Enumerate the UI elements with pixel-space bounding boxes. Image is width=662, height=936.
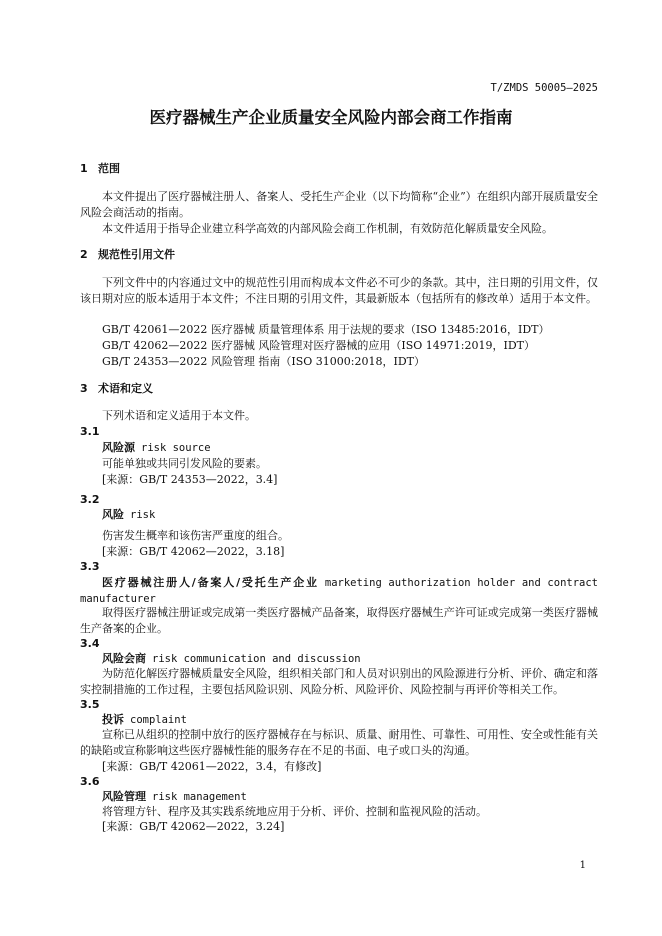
- section-number: 1: [80, 162, 88, 175]
- term-number: 3.2: [80, 493, 100, 506]
- term-zh: 医疗器械注册人/备案人/受托生产企业: [102, 576, 319, 589]
- scope-paragraph-1: 本文件提出了医疗器械注册人、备案人、受托生产企业（以下均简称“企业”）在组织内部开展质量安全风险会商活动的指南。: [80, 190, 598, 219]
- term-en: risk communication and discussion: [152, 653, 361, 665]
- term-entry: [102, 440, 211, 456]
- term-definition: 为防范化解医疗器械质量安全风险，组织相关部门和人员对识别出的风险源进行分析、评价、确定和落实控制措施的工作过程，主要包括风险识别、风险分析、风险评价、风险控制与再评价等相关工作。: [80, 667, 598, 696]
- term-en: marketing authorization holder and contract manufacturer: [80, 577, 598, 605]
- term-definition: 取得医疗器械注册证或完成第一类医疗器械产品备案，取得医疗器械生产许可证或完成第一类医疗器械生产备案的企业。: [80, 606, 598, 635]
- references-intro: 下列文件中的内容通过文中的规范性引用而构成本文件必不可少的条款。其中，注日期的引用文件，仅该日期对应的版本适用于本文件；不注日期的引用文件，其最新版本（包括所有的修改单）适用于本文件。: [80, 276, 598, 305]
- section-title: 术语和定义: [98, 382, 153, 395]
- term-zh: 风险管理: [102, 790, 146, 803]
- section-heading-scope: [80, 161, 120, 177]
- reference-item: GB/T 42061—2022 医疗器械 质量管理体系 用于法规的要求（ISO 13485:2016，IDT）: [102, 323, 550, 336]
- term-source: [来源：GB/T 42062—2022，3.18]: [102, 545, 285, 558]
- scope-paragraph-2: 本文件适用于指导企业建立科学高效的内部风险会商工作机制，有效防范化解质量安全风险。: [102, 222, 553, 235]
- term-source: [来源：GB/T 24353—2022，3.4]: [102, 473, 278, 486]
- term-entry: [102, 712, 187, 728]
- section-heading-terms: [80, 381, 153, 397]
- term-zh: 风险源: [102, 441, 135, 454]
- term-entry: [80, 575, 598, 607]
- reference-item: GB/T 24353—2022 风险管理 指南（ISO 31000:2018，IDT）: [102, 355, 425, 368]
- term-number: 3.4: [80, 637, 100, 650]
- term-number: 3.5: [80, 698, 100, 711]
- term-number: 3.6: [80, 775, 100, 788]
- section-title: 范围: [98, 162, 120, 175]
- term-entry: [102, 507, 155, 523]
- term-source: [来源：GB/T 42061—2022，3.4，有修改]: [102, 760, 322, 773]
- term-definition: 将管理方针、程序及其实践系统地应用于分析、评价、控制和监视风险的活动。: [102, 805, 487, 818]
- term-en: risk management: [152, 791, 247, 803]
- section-number: 2: [80, 248, 88, 261]
- term-entry: [102, 789, 247, 805]
- terms-intro: 下列术语和定义适用于本文件。: [102, 409, 256, 422]
- document-number: T/ZMDS 50005—2025: [490, 82, 598, 94]
- term-en: complaint: [130, 714, 187, 726]
- page-number: 1: [579, 860, 586, 871]
- term-en: risk source: [141, 442, 211, 454]
- section-heading-normative-references: [80, 247, 175, 263]
- document-title: 医疗器械生产企业质量安全风险内部会商工作指南: [149, 108, 513, 127]
- term-en: risk: [130, 509, 156, 521]
- term-number: 3.1: [80, 425, 100, 438]
- section-title: 规范性引用文件: [98, 248, 175, 261]
- term-entry: [102, 651, 361, 667]
- term-zh: 风险会商: [102, 652, 146, 665]
- term-definition: 可能单独或共同引发风险的要素。: [102, 457, 267, 470]
- reference-item: GB/T 42062—2022 医疗器械 风险管理对医疗器械的应用（ISO 14971:2019，IDT）: [102, 339, 535, 352]
- section-number: 3: [80, 382, 88, 395]
- term-zh: 风险: [102, 508, 124, 521]
- term-definition: 伤害发生概率和该伤害严重度的组合。: [102, 529, 289, 542]
- term-number: 3.3: [80, 560, 100, 573]
- term-zh: 投诉: [102, 713, 124, 726]
- term-definition: 宣称已从组织的控制中放行的医疗器械存在与标识、质量、耐用性、可靠性、可用性、安全或性能有关的缺陷或宣称影响这些医疗器械性能的服务存在不足的书面、电子或口头的沟通。: [80, 728, 598, 757]
- term-source: [来源：GB/T 42062—2022，3.24]: [102, 820, 285, 833]
